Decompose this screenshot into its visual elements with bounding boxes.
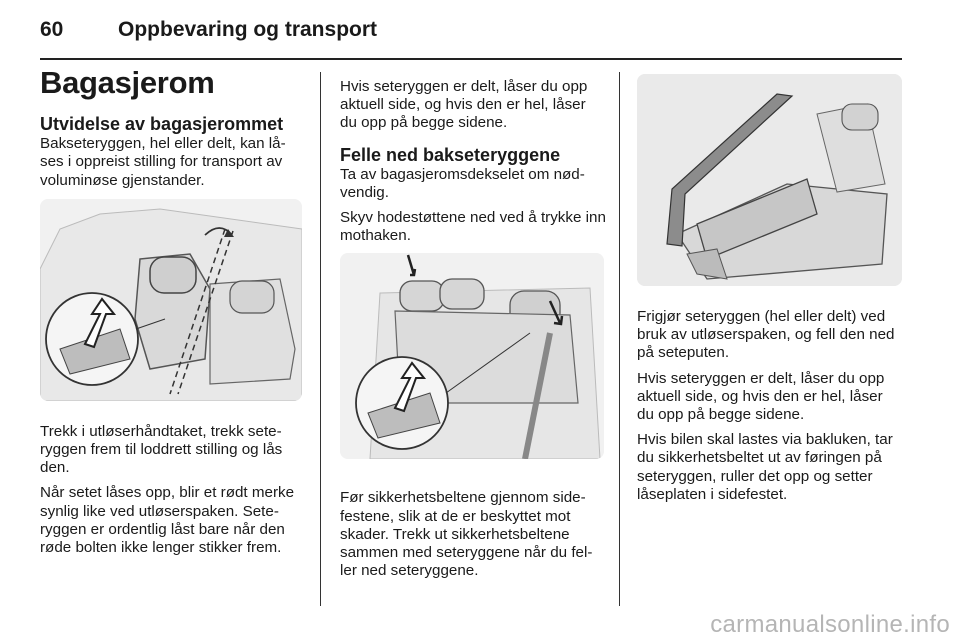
column-1	[40, 65, 302, 564]
subsection-title-expand: Utvidelse av bagasjerommet	[40, 114, 284, 135]
paragraph-seatbelts: Før sikkerhetsbeltene gjennom side-festene, slik at de er beskyttet mot skader. Trekk ut sikkerhetsbeltene sammen med seteryggene når du fel-ler ned seteryggene.	[340, 489, 593, 580]
paragraph-release-fold: Frigjør seteryggen (hel eller delt) ved bruk av utløserspaken, og fell den ned på seteputen.	[637, 308, 895, 362]
column-divider-1	[320, 72, 321, 606]
column-divider-2	[619, 72, 620, 606]
page-header	[40, 18, 377, 42]
paragraph-unlock-side: Hvis seteryggen er delt, låser du opp aktuell side, og hvis den er hel, låser du opp på begge sidene.	[340, 78, 588, 132]
header-rule	[40, 58, 902, 60]
paragraph-pull-handle: Trekk i utløserhåndtaket, trekk sete-ryggen frem til loddrett stilling og lås den.	[40, 422, 283, 477]
paragraph-red-marker: Når setet låses opp, blir et rødt merke synlig like ved utløserspaken. Sete-ryggen er ordentlig låst bare når den røde bolten ikke lenger stikker frem.	[40, 484, 295, 557]
illustration-headrests-down	[340, 253, 604, 459]
illustration-seatback-upright	[40, 199, 302, 401]
paragraph-unlock-side-2: Hvis seteryggen er delt, låser du opp aktuell side, og hvis den er hel, låser du opp på begge sidene.	[637, 369, 885, 424]
column-3	[637, 70, 903, 511]
intro-paragraph: Bakseteryggen, hel eller delt, kan lå-ses i oppreist stilling for transport av voluminøse gjenstander.	[40, 135, 286, 189]
watermark: carmanualsonline.info	[710, 611, 950, 638]
paragraph-remove-cover: Ta av bagasjeromsdekselet om nød-vendig.	[340, 165, 585, 201]
paragraph-headrests: Skyv hodestøttene ned ved å trykke inn mothaken.	[340, 209, 606, 245]
subsection-title-fold: Felle ned bakseteryggene	[340, 144, 561, 165]
section-title: Bagasjerom	[40, 65, 215, 100]
chapter-title: Oppbevaring og transport	[118, 18, 378, 41]
page-number: 60	[40, 18, 64, 41]
illustration-seatback-folded	[637, 74, 902, 286]
paragraph-tailgate-loading: Hvis bilen skal lastes via bakluken, tar du sikkerhetsbeltet ut av føringen på seteryggen, ruller det opp og setter låseplaten i sidefestet.	[637, 431, 893, 503]
column-2	[340, 78, 606, 587]
